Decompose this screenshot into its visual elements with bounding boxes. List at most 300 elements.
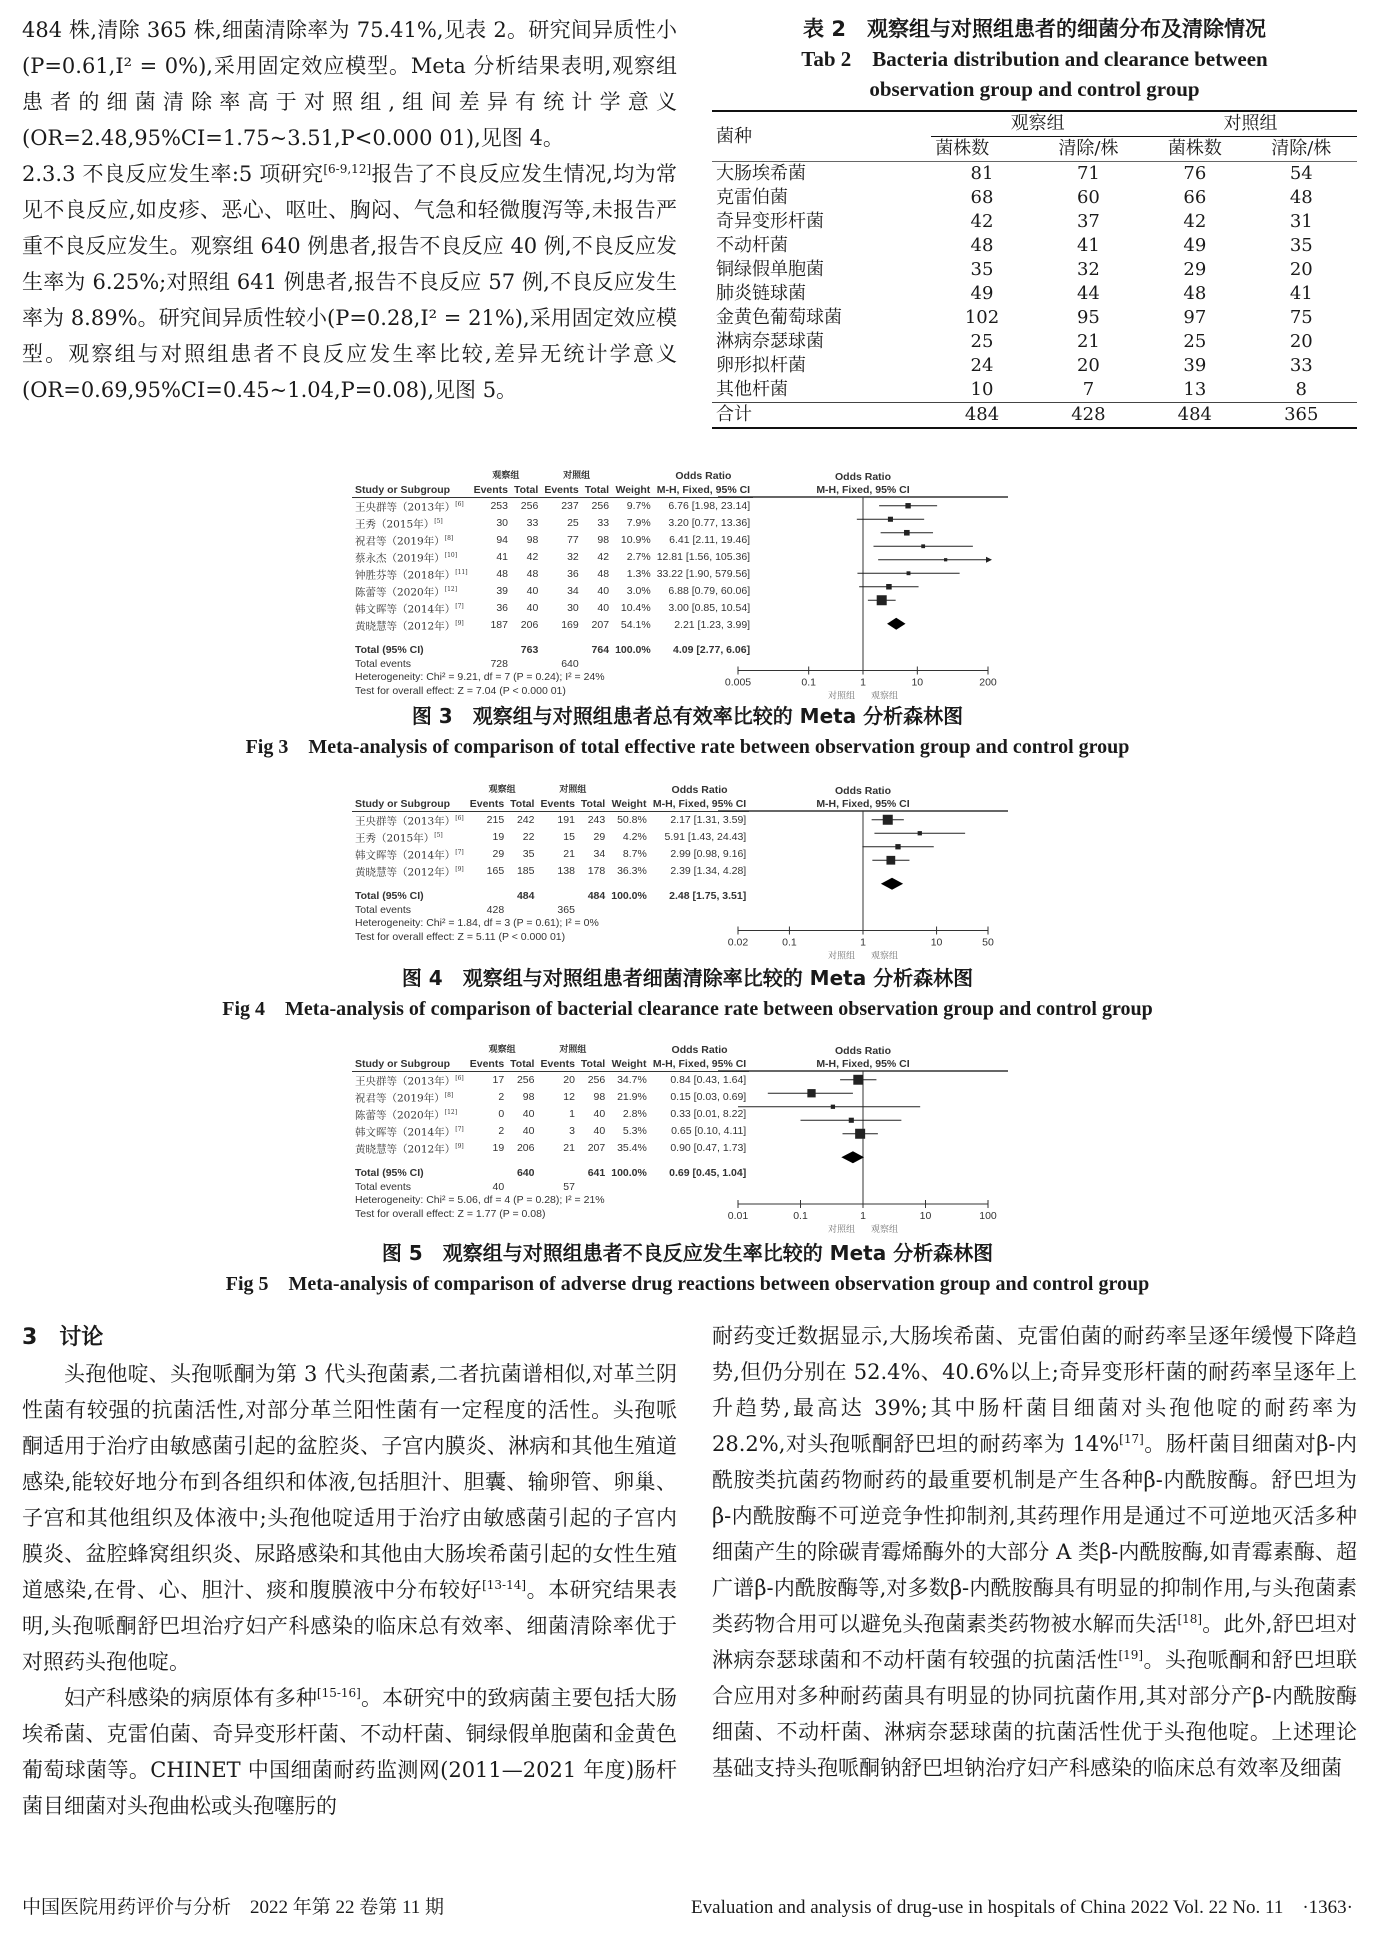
weight: 54.1%: [620, 618, 651, 631]
total-header: Total: [507, 1058, 537, 1072]
weight: 9.7%: [626, 499, 651, 512]
obs-events: 2: [498, 1124, 505, 1137]
total-label: Total (95% CI): [355, 890, 424, 902]
ctrl-total: 98: [597, 533, 610, 546]
study-name: [352, 549, 471, 566]
group-obs-header: 观察组: [931, 111, 1144, 137]
total-events-label: Total events: [355, 1180, 412, 1193]
obs-total: 206: [520, 618, 539, 631]
study-name: [352, 1123, 467, 1140]
study-row: [352, 532, 753, 549]
obs-events: 19: [492, 830, 505, 843]
citation: [10]: [444, 552, 458, 559]
heterogeneity: Heterogeneity: Chi² = 9.21, df = 7 (P = 0.24); I² = 24%: [355, 671, 605, 683]
value-cell: 29: [1183, 259, 1207, 280]
forest-plot-fig3: [352, 470, 997, 702]
point-estimate: [855, 1129, 865, 1139]
table-title-en-2: observation group and control group: [869, 77, 1200, 101]
sub-count-header: 菌株数: [931, 137, 1032, 162]
study-label: 陈蕾等（2020年）: [355, 1109, 445, 1122]
study-row: [352, 1089, 749, 1106]
weight: 34.7%: [617, 1073, 647, 1086]
study-row: [352, 829, 749, 846]
total-ctrl: 484: [587, 890, 606, 902]
ctrl-events: 15: [563, 830, 575, 843]
obs-events: 94: [496, 533, 508, 546]
citation: [7]: [455, 849, 464, 856]
ctrl-total: 207: [591, 618, 610, 631]
citation: [12]: [444, 1109, 458, 1116]
total-or-ci: 0.69 [0.45, 1.04]: [669, 1167, 747, 1179]
footer-journal-cn: 中国医院用药评价与分析 2022 年第 22 卷第 11 期: [22, 1897, 445, 1918]
total-row: [352, 1157, 749, 1181]
discussion-paragraph-2: [22, 1680, 677, 1824]
ctrl-total: 256: [591, 499, 610, 512]
table-row: [712, 162, 1357, 187]
ctrl-total: 40: [597, 584, 610, 597]
table-row: [712, 234, 1357, 258]
x-tick-label: 0.02: [727, 936, 749, 949]
odds-ratio-ci: 6.88 [0.79, 60.06]: [668, 584, 751, 597]
obs-events: 215: [486, 813, 505, 826]
group-ctrl-header: 对照组: [1144, 111, 1357, 137]
obs-events: 48: [496, 567, 508, 580]
value-cell: 49: [1183, 235, 1207, 256]
study-row: [352, 863, 749, 880]
study-label: 祝君等（2019年）: [355, 535, 445, 548]
ctrl-events: 1: [569, 1107, 575, 1120]
ctrl-events: 3: [569, 1124, 575, 1137]
study-name: [352, 1072, 467, 1090]
study-name: [352, 566, 471, 583]
x-tick-label: 1: [860, 1210, 866, 1222]
point-estimate: [921, 544, 925, 548]
study-name: [352, 1089, 467, 1106]
total-events-obs: 40: [492, 1180, 505, 1193]
total-cell: 365: [1246, 403, 1357, 429]
sub-cleared-header: 清除/株: [1033, 137, 1144, 162]
study-label: 王秀（2015年）: [355, 518, 435, 531]
study-name: [352, 812, 467, 830]
study-name: [352, 1140, 467, 1157]
study-label: 陈蕾等（2020年）: [355, 586, 445, 599]
obs-total: 98: [522, 1090, 535, 1103]
table-row: [712, 282, 1357, 306]
value-cell: 8: [1295, 379, 1307, 400]
total-weight: 100.0%: [615, 644, 651, 656]
section-3-heading: 3 讨论: [22, 1325, 104, 1350]
value-cell: 95: [1076, 307, 1100, 328]
obs-group-header: 观察组: [488, 1045, 516, 1055]
table-row: [712, 186, 1357, 210]
study-row: [352, 600, 753, 617]
obs-events: 253: [490, 499, 508, 512]
left-column-top: [22, 12, 677, 408]
table-row: [712, 210, 1357, 234]
ctrl-total: 40: [593, 1107, 606, 1120]
study-label: 王央群等（2013年）: [355, 501, 456, 514]
value-cell: 71: [1076, 163, 1100, 184]
weight: 50.8%: [617, 813, 647, 826]
total-label: Total (95% CI): [355, 644, 424, 656]
total-or-ci: 4.09 [2.77, 6.06]: [673, 644, 751, 656]
odds-ratio-ci: 2.99 [0.98, 9.16]: [670, 847, 747, 860]
or-header: Odds Ratio: [671, 1044, 728, 1056]
section-2-3-3-text: 报告了不良反应发生情况,均为常见不良反应,如皮疹、恶心、呕吐、胸闷、气急和轻微腹泻等,未报告严重不良反应发生。观察组 640 例患者,报告不良反应 40 例,不良反应发生率为 6.25%;对照组 641 例患者,报告不良反应 57 例,不良反应发生率为 8.89%。研究间异质性较小(P=0.28,I² = 21%),采用固定效应模型。观察组与对照组患者不良反应发生率比较,差异无统计学意义(OR=0.69,95%CI=0.45~1.04,P=0.08),见图 5。: [22, 162, 677, 402]
x-tick-label: 0.005: [724, 676, 752, 689]
value-cell: 33: [1289, 355, 1313, 376]
total-cell: 484: [931, 403, 1032, 429]
fig3-caption-cn: 图 3 观察组与对照组患者总有效率比较的 Meta 分析森林图: [411, 704, 964, 728]
section-2-3-3: [22, 156, 677, 408]
value-cell: 44: [1076, 283, 1100, 304]
total-header: Total: [507, 798, 537, 812]
species-cell: 不动杆菌: [716, 235, 788, 256]
weight: 4.2%: [622, 830, 647, 843]
para-text: 头孢他啶、头孢哌酮为第 3 代头孢菌素,二者抗菌谱相似,对革兰阴性菌有较强的抗菌活性,对部分革兰阳性菌有一定程度的活性。头孢哌酮适用于治疗由敏感菌引起的盆腔炎、子宫内膜炎、淋病和其他生殖道感染,能较好地分布到各组织和体液,包括胆汁、胆囊、输卵管、卵巢、子宫和其他组织及体液中;头孢他啶适用于治疗由敏感菌引起的子宫内膜炎、盆腔蜂窝组织炎、尿路感染和其他由大肠埃希菌引起的女性生殖道感染,在骨、心、胆汁、痰和腹膜液中分布较好: [22, 1362, 677, 1602]
value-cell: 25: [970, 331, 994, 352]
x-tick-label: 100: [979, 1210, 997, 1222]
obs-events: 165: [486, 864, 505, 877]
forest-plot-svg: [718, 1044, 1008, 1236]
study-name: [352, 498, 471, 516]
x-tick-label: 10: [911, 676, 924, 689]
discussion-paragraph-1: [22, 1356, 677, 1680]
para-text: 。肠杆菌目细菌对β-内酰胺类抗菌药物耐药的最重要机制是产生各种β-内酰胺酶。舒巴坦为β-内酰胺酶不可逆竞争性抑制剂,其药理作用是通过不可逆地灭活多种细菌产生的除碳青霉烯酶外的大部分 A 类β-内酰胺酶,如青霉素酶、超广谱β-内酰胺酶等,对多数β-内酰胺酶具有明显的抑制作用,与头孢菌素类药物合用可以避免头孢菌素类药物被水解而失活: [712, 1432, 1357, 1636]
plot-method-title: M-H, Fixed, 95% CI: [816, 484, 910, 496]
species-cell: 大肠埃希菌: [716, 163, 806, 184]
fig4-caption-en: Fig 4 Meta-analysis of comparison of bacterial clearance rate between observation group and control group: [222, 998, 1153, 1020]
study-row: [352, 1106, 749, 1123]
citation: [13-14]: [482, 1578, 527, 1592]
obs-total: 256: [520, 499, 539, 512]
ctrl-group-header: 对照组: [559, 1045, 587, 1055]
study-label: 韩文晖等（2014年）: [355, 603, 456, 616]
value-cell: 7: [1082, 379, 1095, 400]
favours-control-label: 对照组: [827, 691, 855, 702]
fig5-caption-cn: 图 5 观察组与对照组患者不良反应发生率比较的 Meta 分析森林图: [381, 1241, 994, 1265]
obs-events: 29: [492, 847, 505, 860]
study-label: 王秀（2015年）: [355, 832, 435, 845]
method-header: M-H, Fixed, 95% CI: [654, 484, 753, 498]
odds-ratio-ci: 2.17 [1.31, 3.59]: [670, 813, 747, 826]
ctrl-total: 40: [593, 1124, 606, 1137]
obs-total: 42: [526, 550, 539, 563]
obs-total: 206: [516, 1141, 535, 1154]
total-header: Total: [511, 484, 541, 498]
citation: [6-9,12]: [323, 162, 372, 176]
total-ctrl: 641: [587, 1167, 606, 1179]
odds-ratio-ci: 3.20 [0.77, 13.36]: [668, 516, 751, 529]
weight: 7.9%: [626, 516, 651, 529]
total-label: Total (95% CI): [355, 1167, 424, 1179]
species-cell: 铜绿假单胞菌: [716, 259, 824, 280]
col-species: 菌种: [712, 111, 931, 162]
value-cell: 48: [1289, 187, 1313, 208]
species-cell: 卵形拟杆菌: [716, 355, 806, 376]
obs-events: 39: [496, 584, 508, 597]
para-text: 。头孢哌酮和舒巴坦联合应用对多种耐药菌具有明显的协同抗菌作用,其对部分产β-内酰胺酶细菌、不动杆菌、淋病奈瑟球菌的抗菌活性优于头孢他啶。上述理论基础支持头孢哌酮钠舒巴坦钠治疗妇产科感染的临床总有效率及细菌: [712, 1648, 1358, 1780]
overall-effect: Test for overall effect: Z = 7.04 (P < 0.000 01): [355, 684, 566, 697]
point-estimate: [883, 815, 893, 825]
ctrl-events: 21: [563, 847, 575, 860]
fig5-caption-en: Fig 5 Meta-analysis of comparison of adverse drug reactions between observation group and control group: [225, 1273, 1150, 1295]
study-name: [352, 532, 471, 549]
point-estimate: [831, 1105, 835, 1109]
study-label: 黄晓慧等（2012年）: [355, 866, 456, 879]
weight: 10.4%: [620, 601, 651, 614]
obs-total: 35: [522, 847, 535, 860]
fig4-caption-cn: 图 4 观察组与对照组患者细菌清除率比较的 Meta 分析森林图: [401, 966, 974, 990]
citation: [9]: [455, 866, 464, 873]
point-estimate: [907, 571, 911, 575]
total-weight: 100.0%: [611, 1167, 647, 1179]
heterogeneity: Heterogeneity: Chi² = 5.06, df = 4 (P = 0.28); I² = 21%: [355, 1194, 605, 1206]
pooled-diamond: [841, 1151, 864, 1163]
value-cell: 81: [970, 163, 994, 184]
forest-plot-fig5: [352, 1044, 997, 1235]
citation: [19]: [1118, 1648, 1144, 1662]
or-header: Odds Ratio: [675, 470, 732, 482]
study-label: 黄晓慧等（2012年）: [355, 620, 456, 633]
total-weight: 100.0%: [611, 890, 647, 902]
weight: 21.9%: [617, 1090, 647, 1103]
weight: 8.7%: [622, 847, 647, 860]
odds-ratio-ci: 2.21 [1.23, 3.99]: [674, 618, 751, 631]
ctrl-total: 256: [587, 1073, 606, 1086]
weight-header: Weight: [612, 484, 654, 498]
study-label: 王央群等（2013年）: [355, 1075, 456, 1088]
overall-effect: Test for overall effect: Z = 5.11 (P < 0.000 01): [355, 930, 566, 943]
study-label: 韩文晖等（2014年）: [355, 849, 456, 862]
value-cell: 60: [1076, 187, 1100, 208]
value-cell: 97: [1183, 307, 1207, 328]
forest-table: [352, 470, 753, 698]
events-header: Events: [471, 484, 511, 498]
point-estimate: [904, 530, 910, 536]
total-events-label: Total events: [355, 903, 412, 916]
x-tick-label: 0.1: [793, 1210, 808, 1222]
footer-journal-en: Evaluation and analysis of drug-use in hospitals of China 2022 Vol. 22 No. 11 ·1363·: [691, 1897, 1353, 1918]
study-row: [352, 812, 749, 830]
citation: [8]: [444, 535, 454, 542]
obs-total: 256: [516, 1073, 535, 1086]
odds-ratio-ci: 33.22 [1.90, 579.56]: [656, 567, 751, 580]
table-total-row: [712, 403, 1357, 429]
weight: 2.8%: [622, 1107, 647, 1120]
value-cell: 31: [1289, 211, 1313, 232]
discussion-paragraph-3: [712, 1318, 1357, 1786]
obs-total: 185: [516, 864, 535, 877]
point-estimate: [888, 517, 893, 522]
total-events-obs: 428: [486, 903, 505, 916]
x-tick-label: 1: [860, 936, 866, 949]
table-row: [712, 306, 1357, 330]
obs-events: 19: [492, 1141, 505, 1154]
value-cell: 48: [1183, 283, 1207, 304]
odds-ratio-ci: 2.39 [1.34, 4.28]: [670, 864, 747, 877]
study-name: [352, 846, 467, 863]
obs-events: 187: [490, 618, 508, 631]
heterogeneity: Heterogeneity: Chi² = 1.84, df = 3 (P = 0.61); I² = 0%: [355, 917, 599, 929]
total-label: 合计: [712, 403, 931, 429]
method-header: M-H, Fixed, 95% CI: [650, 798, 749, 812]
citation: [9]: [455, 1143, 464, 1150]
study-label: 韩文晖等（2014年）: [355, 1126, 456, 1139]
obs-events: 0: [498, 1107, 505, 1120]
total-obs: 484: [516, 890, 535, 902]
value-cell: 20: [1289, 259, 1313, 280]
events-header: Events: [537, 1058, 577, 1072]
obs-events: 2: [498, 1090, 505, 1103]
plot-method-title: M-H, Fixed, 95% CI: [816, 1058, 910, 1070]
weight: 1.3%: [626, 567, 651, 580]
odds-ratio-ci: 0.84 [0.43, 1.64]: [670, 1073, 747, 1086]
weight: 10.9%: [620, 533, 651, 546]
favours-control-label: 对照组: [827, 951, 855, 962]
plot-or-title: Odds Ratio: [834, 471, 892, 483]
total-row: [352, 634, 753, 658]
study-name: [352, 600, 471, 617]
obs-group-header: 观察组: [488, 785, 516, 795]
ctrl-total: 48: [597, 567, 610, 580]
study-label: 钟胜芬等（2018年）: [355, 569, 456, 582]
total-header: Total: [582, 484, 612, 498]
study-row: [352, 617, 753, 634]
odds-ratio-ci: 3.00 [0.85, 10.54]: [668, 601, 751, 614]
ctrl-total: 207: [587, 1141, 606, 1154]
obs-total: 242: [516, 813, 535, 826]
total-obs: 763: [520, 644, 539, 656]
odds-ratio-ci: 6.76 [1.98, 23.14]: [668, 499, 751, 512]
value-cell: 10: [970, 379, 994, 400]
plot-or-title: Odds Ratio: [834, 1045, 892, 1057]
citation: [6]: [455, 501, 464, 508]
obs-total: 40: [526, 601, 539, 614]
study-row: [352, 583, 753, 600]
method-header: M-H, Fixed, 95% CI: [650, 1058, 749, 1072]
pooled-diamond: [881, 878, 903, 890]
obs-total: 22: [522, 830, 535, 843]
weight-header: Weight: [608, 1058, 650, 1072]
table-row: [712, 378, 1357, 403]
ctrl-group-header: 对照组: [563, 471, 591, 481]
ctrl-events: 20: [563, 1073, 575, 1086]
value-cell: 54: [1289, 163, 1313, 184]
value-cell: 75: [1289, 307, 1313, 328]
ctrl-total: 33: [597, 516, 610, 529]
ctrl-total: 243: [587, 813, 606, 826]
citation: [18]: [1177, 1612, 1203, 1626]
species-cell: 肺炎链球菌: [716, 283, 806, 304]
odds-ratio-ci: 5.91 [1.43, 24.43]: [664, 830, 747, 843]
point-estimate: [905, 503, 910, 508]
table-row: [712, 258, 1357, 282]
study-label: 祝君等（2019年）: [355, 1092, 445, 1105]
value-cell: 21: [1076, 331, 1100, 352]
value-cell: 42: [970, 211, 994, 232]
total-cell: 484: [1144, 403, 1245, 429]
odds-ratio-ci: 6.41 [2.11, 19.46]: [669, 533, 751, 546]
point-estimate: [918, 831, 922, 835]
odds-ratio-ci: 0.15 [0.03, 0.69]: [670, 1090, 747, 1103]
total-row: [352, 880, 749, 904]
ctrl-events: 21: [563, 1141, 575, 1154]
study-row: [352, 515, 753, 532]
total-obs: 640: [516, 1167, 535, 1179]
favours-observation-label: 观察组: [871, 951, 899, 962]
value-cell: 32: [1076, 259, 1100, 280]
value-cell: 66: [1183, 187, 1207, 208]
value-cell: 24: [970, 355, 994, 376]
sub-cleared-header: 清除/株: [1246, 137, 1357, 162]
value-cell: 35: [1289, 235, 1313, 256]
value-cell: 102: [964, 307, 1000, 328]
ctrl-events: 34: [567, 584, 579, 597]
study-name: [352, 617, 471, 634]
para-text: 。此外,舒巴坦对淋病奈瑟球菌和不动杆菌有较强的抗菌活性: [712, 1612, 1357, 1672]
plot-or-title: Odds Ratio: [834, 785, 892, 797]
value-cell: 41: [1076, 235, 1100, 256]
obs-total: 33: [526, 516, 539, 529]
forest-table: [352, 1044, 749, 1221]
table-2-block: [712, 14, 1357, 429]
study-name: [352, 863, 467, 880]
study-header: Study or Subgroup: [352, 798, 467, 812]
para-text: 。本研究结果表明,头孢哌酮舒巴坦治疗妇产科感染的临床总有效率、细菌清除率优于对照药头孢他啶。: [22, 1578, 677, 1674]
ctrl-total: 40: [597, 601, 610, 614]
obs-total: 40: [522, 1124, 535, 1137]
total-or-ci: 2.48 [1.75, 3.51]: [669, 890, 747, 902]
total-events-label: Total events: [355, 657, 412, 670]
point-estimate: [944, 558, 947, 561]
citation: [9]: [455, 620, 464, 627]
ctrl-total: 42: [597, 550, 610, 563]
ctrl-events: 12: [563, 1090, 575, 1103]
study-name: [352, 583, 471, 600]
obs-events: 36: [496, 601, 508, 614]
favours-observation-label: 观察组: [871, 1225, 899, 1235]
bacteria-table: [712, 110, 1357, 429]
section-2-3-3-heading: 2.3.3 不良反应发生率:5 项研究: [22, 162, 324, 186]
total-cell: 428: [1033, 403, 1144, 429]
left-column-bottom: [22, 1320, 677, 1824]
citation: [6]: [455, 815, 464, 822]
value-cell: 76: [1183, 163, 1207, 184]
x-tick-label: 1: [860, 676, 866, 689]
value-cell: 25: [1183, 331, 1207, 352]
value-cell: 35: [970, 259, 994, 280]
sub-count-header: 菌株数: [1144, 137, 1245, 162]
x-tick-label: 10: [919, 1210, 932, 1222]
point-estimate: [886, 584, 892, 590]
forest-table: [352, 784, 749, 944]
total-events-row: [352, 904, 749, 918]
table-title-cn: 表 2 观察组与对照组患者的细菌分布及清除情况: [803, 17, 1266, 41]
species-cell: 其他杆菌: [716, 379, 788, 400]
study-label: 黄晓慧等（2012年）: [355, 1143, 456, 1156]
table-row: [712, 330, 1357, 354]
total-header: Total: [578, 798, 608, 812]
citation: [5]: [434, 518, 443, 525]
total-events-ctrl: 640: [561, 657, 579, 670]
weight: 36.3%: [617, 864, 647, 877]
value-cell: 68: [970, 187, 994, 208]
obs-events: 30: [496, 516, 508, 529]
citation: [7]: [455, 1126, 464, 1133]
x-tick-label: 50: [982, 936, 994, 949]
ctrl-events: 36: [567, 567, 579, 580]
